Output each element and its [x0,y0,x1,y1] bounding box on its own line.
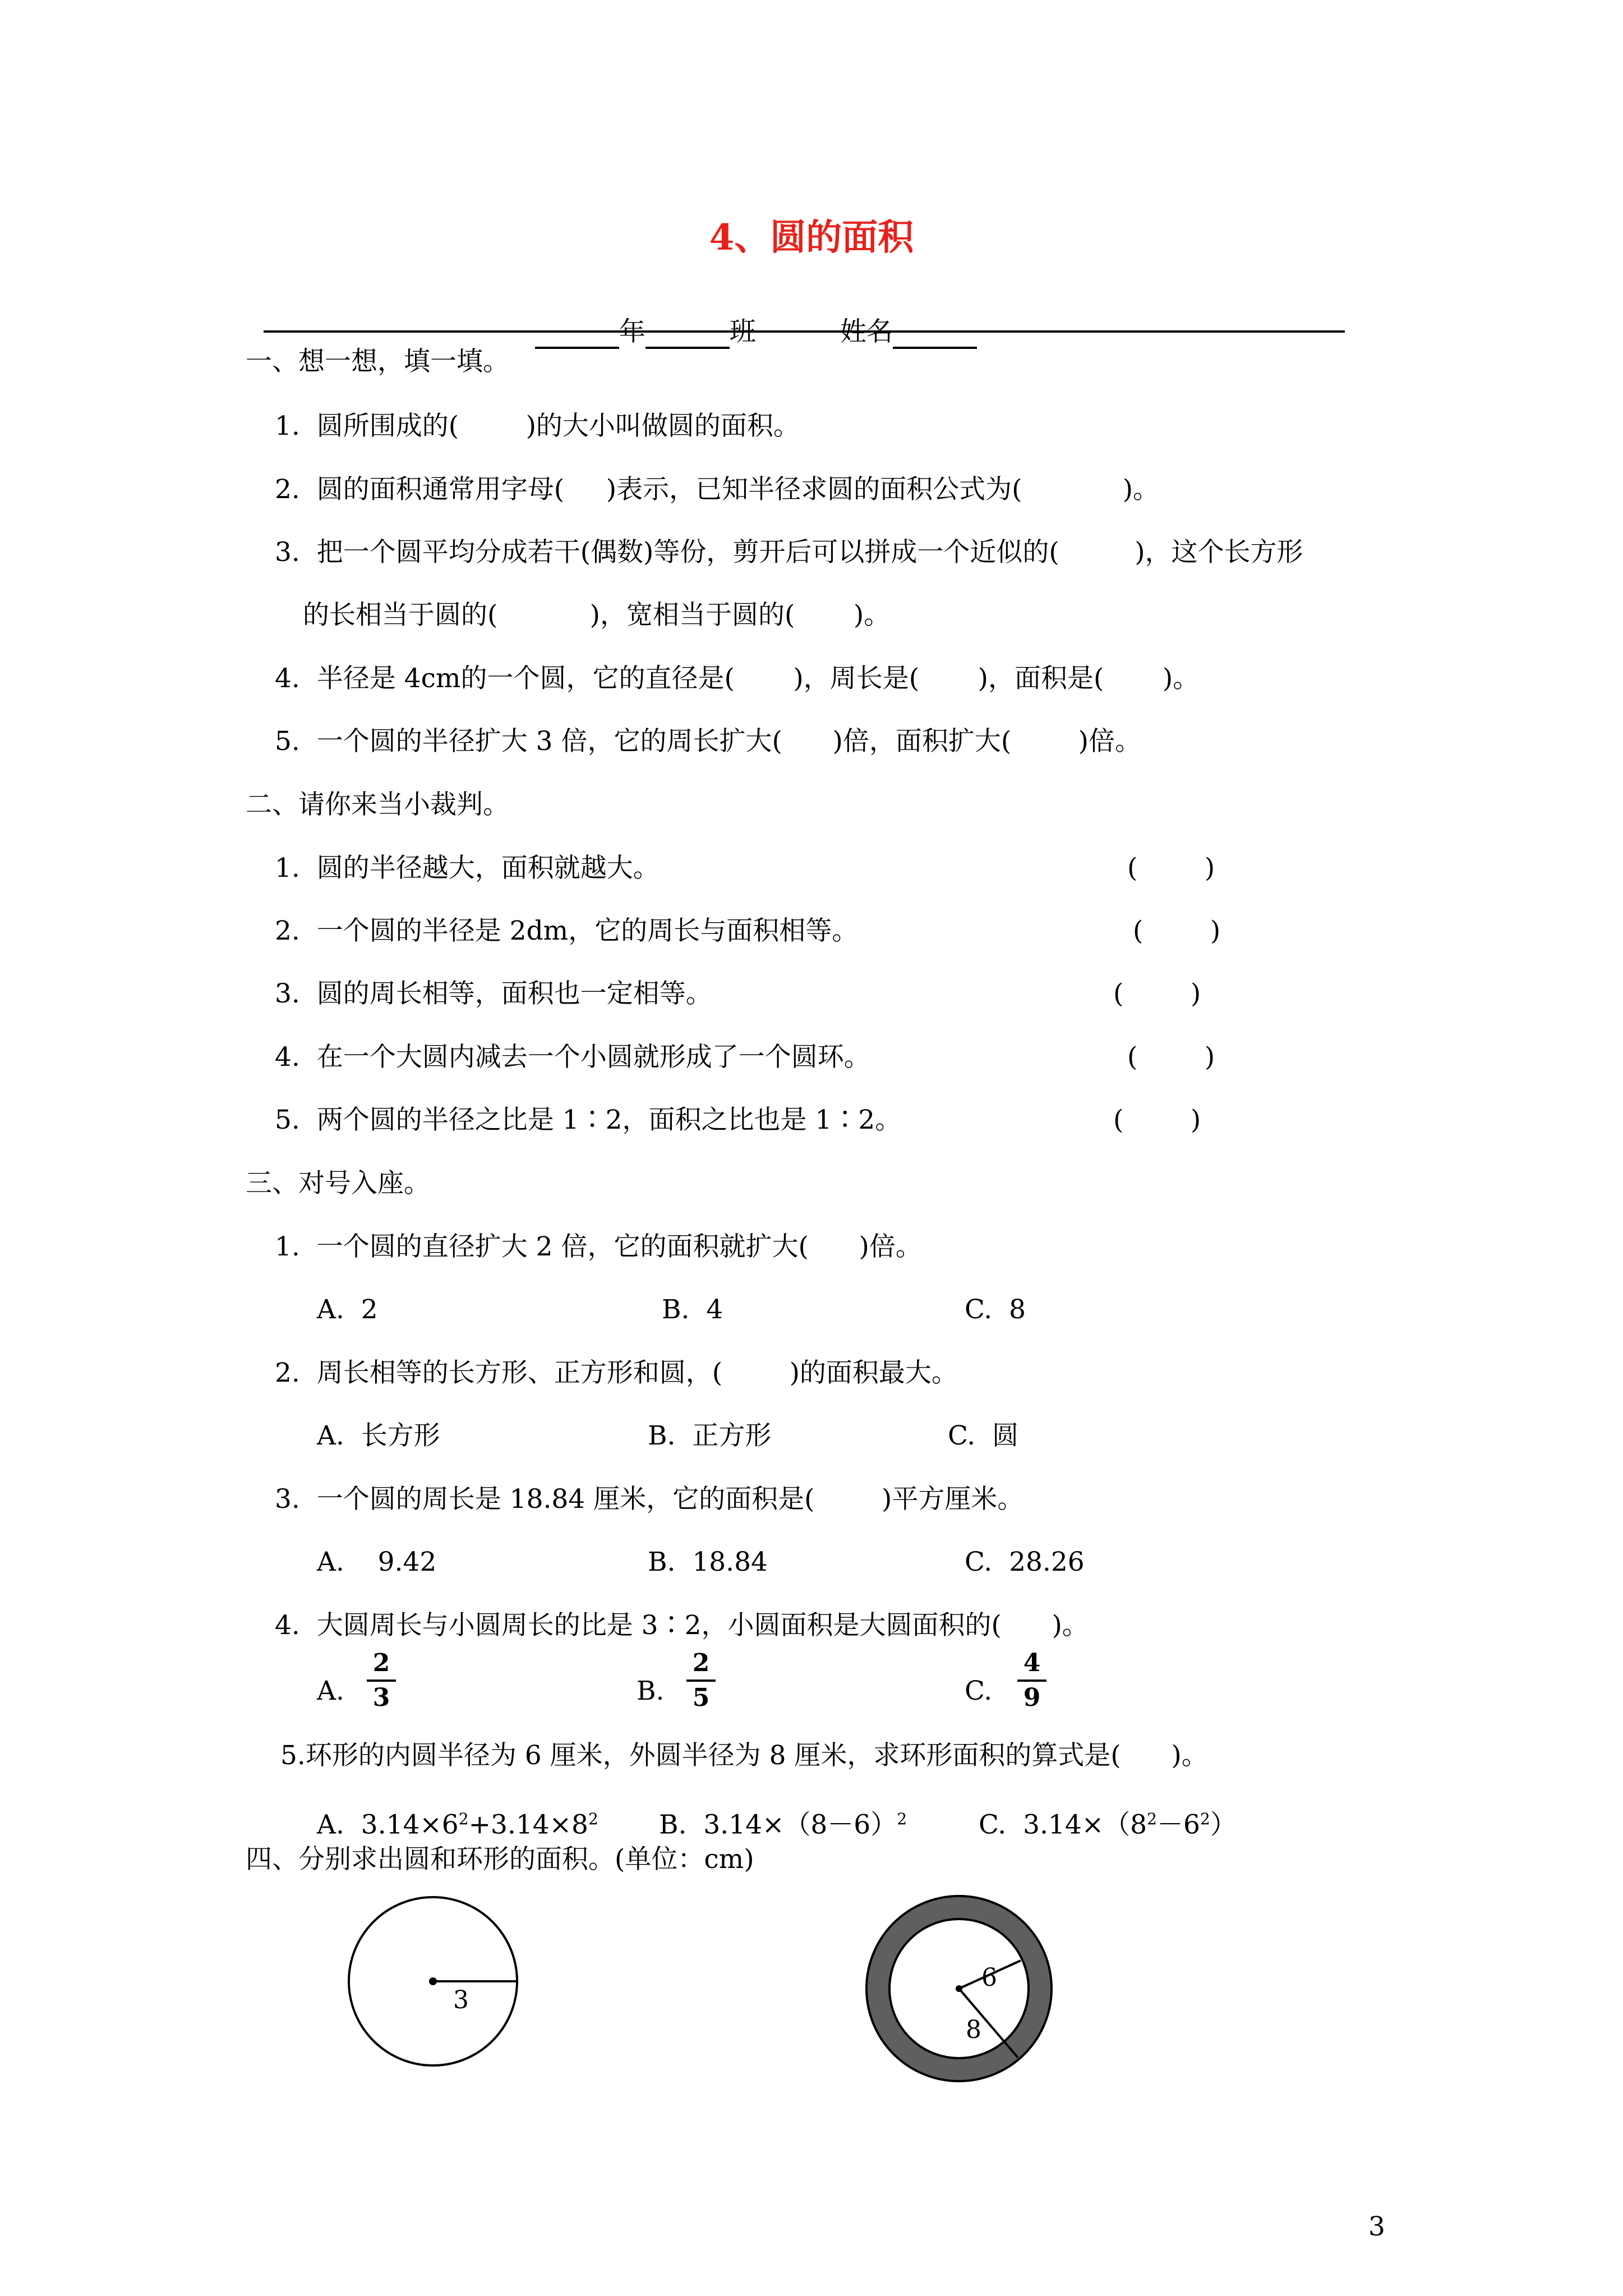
s2-answer-3[interactable]: ( ) [1113,978,1201,1009]
s3-q2-opt-c[interactable]: C. 圆 [948,1420,1019,1451]
s2-answer-5[interactable]: ( ) [1113,1105,1201,1135]
section3-heading: 三、对号入座。 [246,1168,430,1199]
s3-q5: 5.环形的内圆半径为 6 厘米，外圆半径为 8 厘米，求环形面积的算式是( )。 [280,1740,1208,1771]
section4-heading: 四、分别求出圆和环形的面积。(单位：cm) [246,1844,754,1875]
s3-q4-opt-c-label[interactable]: C. [965,1676,993,1706]
s2-item-4: 4. 在一个大圆内减去一个小圆就形成了一个圆环。 [275,1042,870,1073]
s2-answer-4[interactable]: ( ) [1127,1042,1215,1073]
circle-center-dot [429,1977,437,1985]
s3-q1-opt-c[interactable]: C. 8 [965,1294,1026,1325]
s1-q2: 2. 圆的面积通常用字母( )表示，已知半径求圆的面积公式为( )。 [275,474,1160,505]
s3-q3-opt-c[interactable]: C. 28.26 [965,1547,1085,1577]
s3-q5-opt-b[interactable]: B. $3.14\times(8-6)^2$ [659,1809,907,1841]
s2-item-2: 2. 一个圆的半径是 2dm，它的周长与面积相等。 [275,915,859,946]
class-label: 班 [729,316,756,347]
s3-q2-opt-b[interactable]: B. 正方形 [648,1420,772,1451]
grade-label: 年 [619,316,645,347]
ring-outer-label: 8 [966,2016,981,2044]
s3-q1: 1. 一个圆的直径扩大 2 倍，它的面积就扩大( )倍。 [275,1231,922,1262]
s3-q2-opt-a[interactable]: A. 长方形 [317,1420,440,1451]
fraction-numerator: 2 [692,1649,710,1677]
s3-q4-opt-b-label[interactable]: B. [637,1676,665,1706]
s2-item-3: 3. 圆的周长相等，面积也一定相等。 [275,978,712,1009]
fraction-denominator: 5 [692,1683,710,1712]
s3-q4-opt-a-label[interactable]: A. [317,1676,344,1706]
circle-radius-label: 3 [453,1986,469,2014]
s1-q3-line1: 3. 把一个圆平均分成若干(偶数)等份，剪开后可以拼成一个近似的( )，这个长方形 [275,537,1303,568]
s2-item-5: 5. 两个圆的半径之比是 1∶2，面积之比也是 1∶2。 [275,1105,902,1135]
circle-figure [349,1897,517,2065]
ring-inner-label: 6 [981,1963,997,1992]
fraction-numerator: 4 [1023,1649,1041,1677]
page-title: 4、圆的面积 [709,217,914,259]
s3-q1-opt-a[interactable]: A. 2 [317,1294,378,1325]
s3-q4: 4. 大圆周长与小圆周长的比是 3∶2，小圆面积是大圆面积的( )。 [275,1610,1089,1641]
s1-q5: 5. 一个圆的半径扩大 3 倍，它的周长扩大( )倍，面积扩大( )倍。 [275,726,1142,757]
s3-q2: 2. 周长相等的长方形、正方形和圆，( )的面积最大。 [275,1358,958,1388]
page-number: 3 [1368,2211,1385,2242]
s2-answer-1[interactable]: ( ) [1127,853,1215,884]
section1-heading: 一、想一想，填一填。 [246,346,509,377]
ring-center-dot [956,1985,962,1992]
fraction-denominator: 3 [372,1683,390,1712]
s3-q3-opt-b[interactable]: B. 18.84 [648,1547,768,1577]
s1-q1: 1. 圆所围成的( )的大小叫做圆的面积。 [275,411,800,441]
s2-answer-2[interactable]: ( ) [1133,915,1221,946]
s2-item-1: 1. 圆的半径越大，面积就越大。 [275,853,660,884]
s3-q3-opt-a[interactable]: A. 9.42 [317,1547,437,1577]
section2-heading: 二、请你来当小裁判。 [246,789,509,820]
ring-figure [866,1896,1052,2081]
fraction-denominator: 9 [1023,1683,1041,1712]
s3-q3: 3. 一个圆的周长是 18.84 厘米，它的面积是( )平方厘米。 [275,1484,1024,1515]
s3-q1-opt-b[interactable]: B. 4 [662,1294,723,1325]
fraction-numerator: 2 [372,1649,390,1677]
name-label: 姓名 [840,316,893,347]
s3-q5-opt-a[interactable]: A. $3.14\times 6^2+3.14\times 8^2$ [317,1809,598,1841]
s3-q5-opt-c[interactable]: C. $3.14\times(8^2-6^2)$ [979,1809,1237,1841]
s1-q3-line2: 的长相当于圆的( )，宽相当于圆的( )。 [303,600,891,631]
s1-q4: 4. 半径是 4cm的一个圆，它的直径是( )，周长是( )，面积是( )。 [275,663,1200,694]
